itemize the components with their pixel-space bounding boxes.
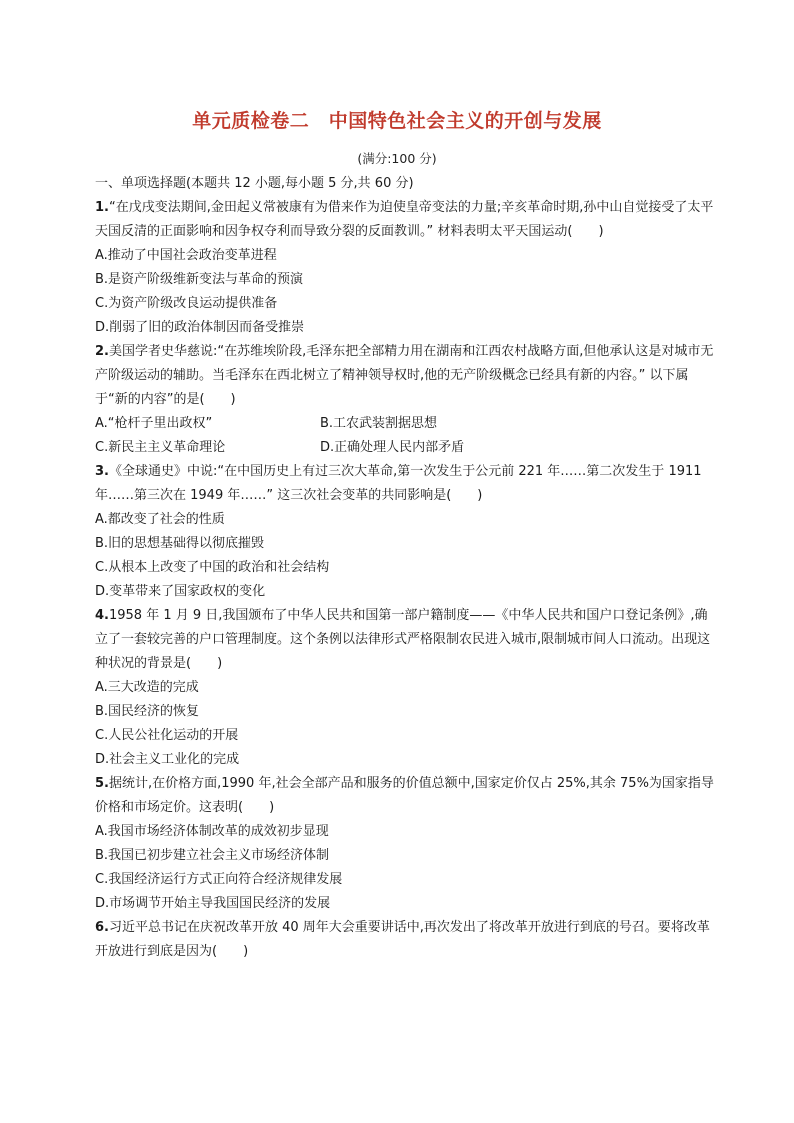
question-text: 1958 年 1 月 9 日,我国颁布了中华人民共和国第一部户籍制度——《中华人民共和国户口登记条例》,确立了一套较完善的户口管理制度。这个条例以法律形式严格限制农民进入城市,限制城市间人口流动。出现这种状况的背景是( ) — [95, 608, 711, 671]
option-d: D.社会主义工业化的完成 — [95, 752, 240, 767]
option-d: D.变革带来了国家政权的变化 — [95, 584, 266, 599]
question-number: 1. — [95, 200, 109, 215]
question-stem — [95, 196, 715, 244]
option-row — [95, 436, 715, 460]
question-5 — [95, 772, 715, 916]
section-heading: 一、单项选择题(本题共 12 小题,每小题 5 分,共 60 分) — [95, 176, 414, 191]
question-text: “在戊戌变法期间,金田起义常被康有为借来作为迫使皇帝变法的力量;辛亥革命时期,孙中山自觉接受了太平天国反清的正面影响和因争权夺利而导致分裂的反面教训。” 材料表明太平天国运动( ) — [95, 200, 714, 239]
question-stem — [95, 460, 715, 508]
option-a: A.都改变了社会的性质 — [95, 512, 225, 527]
question-text: 美国学者史华慈说:“在苏维埃阶段,毛泽东把全部精力用在湖南和江西农村战略方面,但他承认这是对城市无产阶级运动的辅助。当毛泽东在西北树立了精神领导权时,他的无产阶级概念已经具有新的内容。” 以下属于“新的内容”的是( ) — [95, 344, 714, 407]
question-text: 《全球通史》中说:“在中国历史上有过三次大革命,第一次发生于公元前 221 年……第二次发生于 1911 年……第三次在 1949 年……” 这三次社会变革的共同影响是( ) — [95, 464, 702, 503]
option-c: C.我国经济运行方式正向符合经济规律发展 — [95, 872, 343, 887]
option-b: B.我国已初步建立社会主义市场经济体制 — [95, 848, 330, 863]
question-4 — [95, 604, 715, 772]
page-title: 单元质检卷二 中国特色社会主义的开创与发展 — [192, 110, 602, 132]
question-number: 6. — [95, 920, 109, 935]
question-2 — [95, 340, 715, 460]
option-row — [95, 412, 715, 436]
question-number: 2. — [95, 344, 109, 359]
option-a: A.“枪杆子里出政权” — [95, 416, 213, 431]
question-3 — [95, 460, 715, 604]
question-stem — [95, 604, 715, 676]
option-c: C.为资产阶级改良运动提供准备 — [95, 296, 278, 311]
option-d: D.市场调节开始主导我国国民经济的发展 — [95, 896, 331, 911]
question-text: 据统计,在价格方面,1990 年,社会全部产品和服务的价值总额中,国家定价仅占 25%,其余 75%为国家指导价格和市场定价。这表明( ) — [95, 776, 714, 815]
question-stem — [95, 340, 715, 412]
option-b: B.是资产阶级维新变法与革命的预演 — [95, 272, 304, 287]
option-b: B.工农武装割据思想 — [320, 416, 438, 431]
question-number: 5. — [95, 776, 109, 791]
option-d: D.正确处理人民内部矛盾 — [320, 440, 465, 455]
question-1 — [95, 196, 715, 340]
option-d: D.削弱了旧的政治体制因而备受推崇 — [95, 320, 305, 335]
option-a: A.我国市场经济体制改革的成效初步显现 — [95, 824, 329, 839]
option-c: C.从根本上改变了中国的政治和社会结构 — [95, 560, 330, 575]
option-a: A.推动了中国社会政治变革进程 — [95, 248, 277, 263]
option-c: C.人民公社化运动的开展 — [95, 728, 239, 743]
option-c: C.新民主主义革命理论 — [95, 440, 226, 455]
exam-content — [95, 172, 715, 964]
question-stem — [95, 916, 715, 964]
question-6 — [95, 916, 715, 964]
option-b: B.旧的思想基础得以彻底摧毁 — [95, 536, 265, 551]
question-text: 习近平总书记在庆祝改革开放 40 周年大会重要讲话中,再次发出了将改革开放进行到底的号召。要将改革开放进行到底是因为( ) — [95, 920, 710, 959]
option-b: B.国民经济的恢复 — [95, 704, 200, 719]
question-number: 4. — [95, 608, 109, 623]
score-note: (满分:100 分) — [357, 151, 437, 166]
question-stem — [95, 772, 715, 820]
question-number: 3. — [95, 464, 109, 479]
option-a: A.三大改造的完成 — [95, 680, 199, 695]
